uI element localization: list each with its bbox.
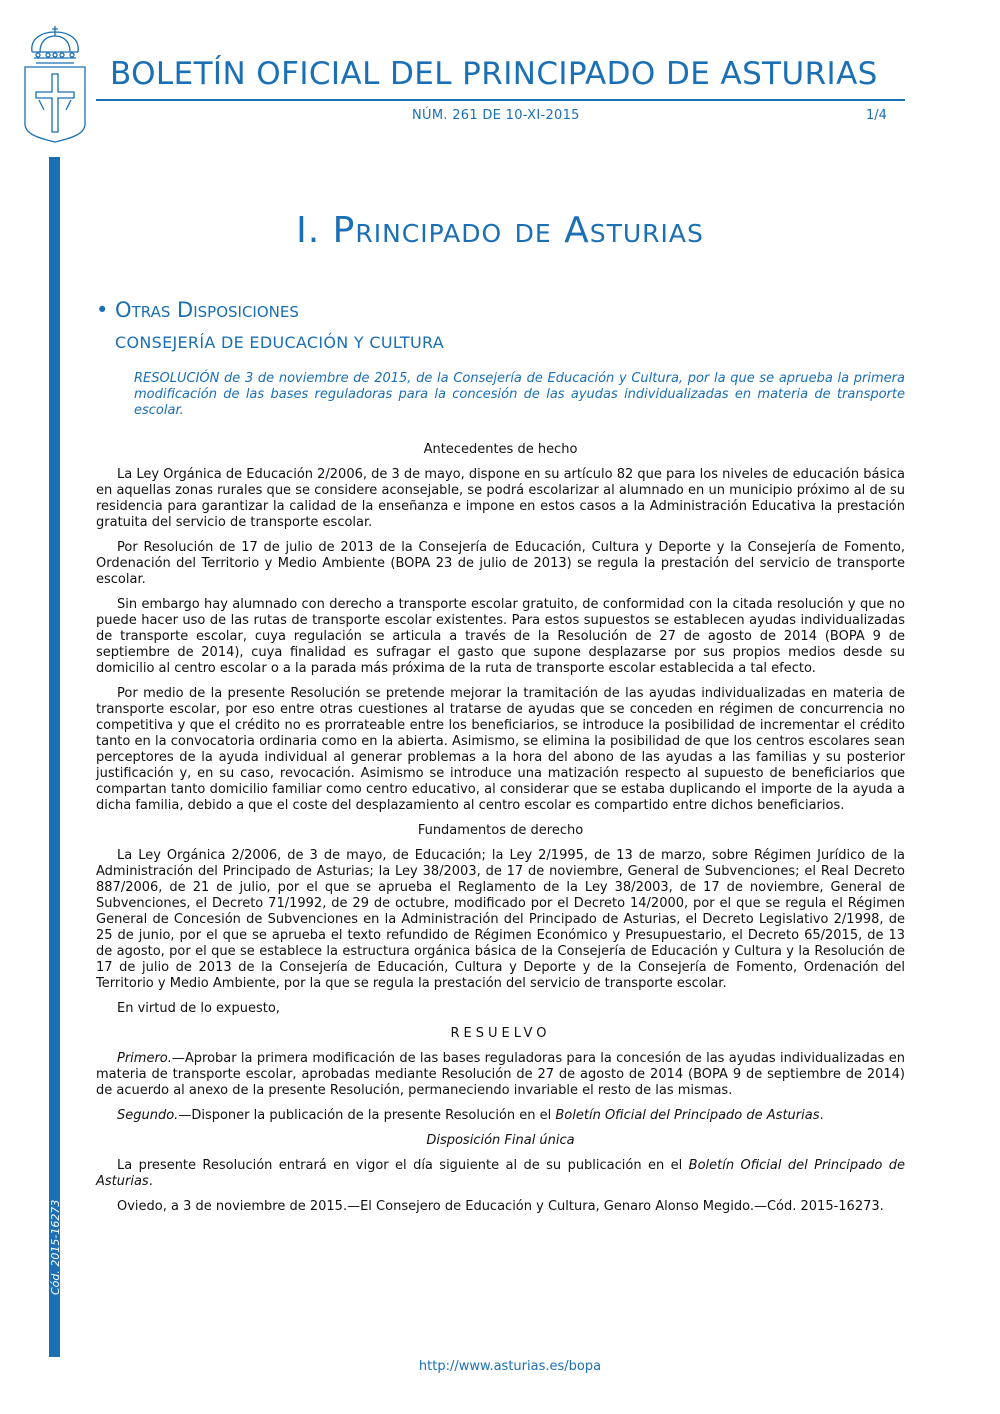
lead: Primero. xyxy=(117,1051,172,1066)
heading-antecedentes: Antecedentes de hecho xyxy=(423,442,578,457)
document-body xyxy=(96,442,905,1224)
paragraph: La Ley Orgánica de Educación 2/2006, de 3 de mayo, dispone en su artículo 82 que para los niveles de educación básica en aquellas zonas rurales que se considere aconsejable, se podrá escolarizar al alumnado en un municipio próximo al de su residencia para garantizar la calidad de la enseñanza e impone en estos casos a la Administración Educativa la prestación gratuita del servicio de transporte escolar. xyxy=(96,467,905,530)
paragraph xyxy=(96,1158,905,1190)
issue-number: NÚM. 261 DE 10-XI-2015 xyxy=(412,108,580,123)
header-rule xyxy=(96,99,905,101)
paragraph: La Ley Orgánica 2/2006, de 3 de mayo, de Educación; la Ley 2/1995, de 13 de marzo, sobre Régimen Jurídico de la Administración del Principado de Asturias; la Ley 38/2003, de 17 de noviembre, General de Subvenciones; el Real Decreto 887/2006, de 21 de julio, por el que se aprueba el Reglamento de la Ley 38/2003, de 17 de noviembre, General de Subvenciones, el Decreto 71/1992, de 29 de octubre, modificado por el Decreto 14/2000, por el que se regula el Régimen General de Concesión de Subvenciones en la Administración del Principado de Asturias, el Decreto Legislativo 2/1998, de 25 de junio, por el que se aprueba el texto refundido de Régimen Económico y Presupuestario, el Decreto 65/2015, de 13 de agosto, por el que se establece la estructura orgánica básica de la Consejería de Educación y Cultura y la Resolución de 17 de julio de 2013 de la Consejería de Educación, Cultura y Deporte y de la Consejería de Fomento, Ordenación del Territorio y Medio Ambiente, por la que se regula la prestación del servicio de transporte escolar. xyxy=(96,848,905,991)
paragraph: Por medio de la presente Resolución se pretende mejorar la tramitación de las ayudas individualizadas en materia de transporte escolar, por eso entre otras cuestiones al tratarse de ayudas que se conceden en régimen de concurrencia no competitiva y que el crédito no es prorrateable entre los beneficiarios, se introduce la posibilidad de incrementar el crédito tanto en la convocatoria ordinaria como en la abierta. Asimismo, se elimina la posibilidad de que los centros escolares sean perceptores de la ayuda individual al generar problemas a la hora del abono de las ayudas a las familias y su posterior justificación y, en su caso, revocación. Asimismo se introduce una matización respecto al supuesto de beneficiarios que compartan tanto domicilio familiar como centro educativo, al considerar que se estaba duplicando el importe de la ayuda a dicha familia, debido a que el coste del desplazamiento al centro escolar es compartido entre dichos beneficiarios. xyxy=(96,686,905,813)
heading-disposicion: Disposición Final única xyxy=(426,1133,575,1148)
side-bar xyxy=(49,157,60,1357)
lead: Segundo. xyxy=(117,1108,179,1123)
paragraph: Por Resolución de 17 de julio de 2013 de la Consejería de Educación, Cultura y Deporte y la Consejería de Fomento, Ordenación del Territorio y Medio Ambiente (BOPA 23 de julio de 2013) se regula la prestación del servicio de transporte escolar. xyxy=(96,540,905,587)
text: . xyxy=(148,1174,153,1189)
department-title: CONSEJERÍA DE EDUCACIÓN Y CULTURA xyxy=(115,333,444,352)
bulletin-title: BOLETÍN OFICIAL DEL PRINCIPADO DE ASTURIAS xyxy=(110,56,878,92)
text: . xyxy=(819,1108,824,1123)
text-italic: Boletín Oficial del Principado de Asturias xyxy=(96,1158,905,1189)
section-title: I. Principado de Asturias xyxy=(296,210,704,251)
heading-fundamentos: Fundamentos de derecho xyxy=(417,823,584,838)
paragraph-primero xyxy=(96,1051,905,1099)
coat-of-arms-logo xyxy=(22,22,88,144)
paragraph: En virtud de lo expuesto, xyxy=(117,1001,280,1016)
paragraph: Sin embargo hay alumnado con derecho a transporte escolar gratuito, de conformidad con la citada resolución y que no puede hacer uso de las rutas de transporte escolar existentes. Para estos supuestos se establecen ayudas individualizadas de transporte escolar, cuya regulación se articula a través de la Resolución de 27 de agosto de 2014 (BOPA 9 de septiembre de 2014), cuya finalidad es sufragar el gasto que supone desplazarse por sus propios medios desde su domicilio al centro escolar o a la parada más próxima de la ruta de transporte escolar establecida a tal efecto. xyxy=(96,597,905,676)
footer-link[interactable]: http://www.asturias.es/bopa xyxy=(418,1359,602,1374)
resolution-title: RESOLUCIÓN de 3 de noviembre de 2015, de la Consejería de Educación y Cultura, por la que se aprueba la primera modificación de las bases reguladoras para la concesión de las ayudas individualizadas en materia de transporte escolar. xyxy=(134,371,905,418)
heading-resuelvo: RESUELVO xyxy=(450,1026,551,1041)
page-number: 1/4 xyxy=(866,108,887,123)
text: —Disponer la publicación de la presente Resolución en el xyxy=(178,1108,556,1123)
text: —Aprobar la primera modificación de las bases reguladoras para la concesión de las ayudas individualizadas en materia de transporte escolar, aprobadas mediante Resolución de 27 de agosto de 2014 (BOPA 9 de septiembre de 2014) de acuerdo al anexo de la presente Resolución, permaneciendo invariable el resto de las mismas. xyxy=(96,1051,905,1098)
side-code: Cód. 2015-16273 xyxy=(49,1199,62,1295)
paragraph-segundo xyxy=(96,1108,905,1124)
text: La presente Resolución entrará en vigor el día siguiente al de su publicación en el xyxy=(117,1158,689,1173)
subsection-title: • Otras Disposiciones xyxy=(96,298,299,322)
text-italic: Boletín Oficial del Principado de Asturias xyxy=(555,1108,820,1123)
paragraph-signature: Oviedo, a 3 de noviembre de 2015.—El Consejero de Educación y Cultura, Genaro Alonso Megido.—Cód. 2015-16273. xyxy=(117,1199,884,1214)
